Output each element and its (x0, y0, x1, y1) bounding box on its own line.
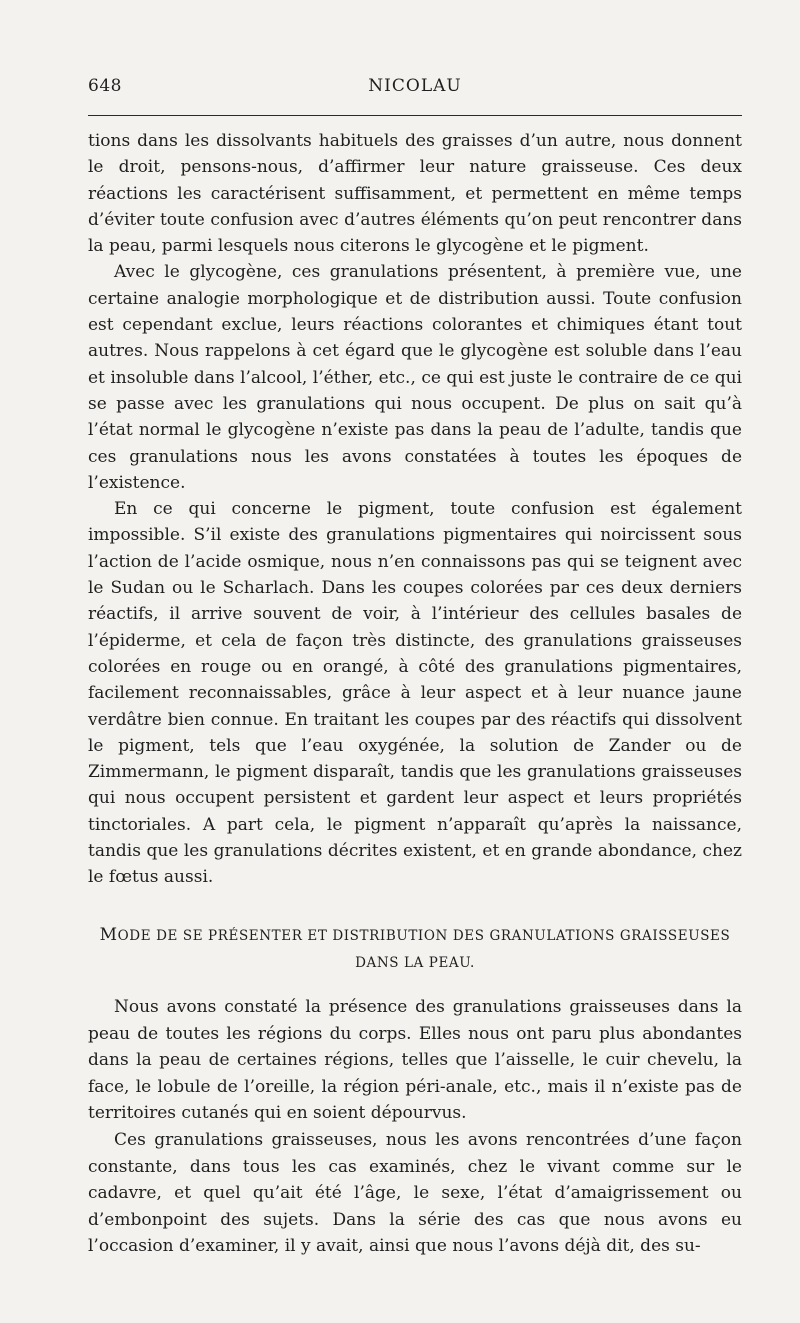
section-heading (88, 922, 742, 977)
section-heading-initial: M (99, 925, 118, 945)
paragraph: Ces granulations graisseuses, nous les avons rencontrées d’une façon constante, dans tous les cas examinés, chez le vivant comme sur le cadavre, et quel qu’ait été l’âge, le sexe, l’état d’amaigrissement ou d’embonpoint des sujets. Dans la série des cas que nous avons eu l’occasion d’examiner, il y avait, ainsi que nous l’avons déjà dit, des su- (88, 1129, 742, 1257)
page-number: 648 (88, 76, 122, 96)
paragraph: tions dans les dissolvants habituels des graisses d’un autre, nous donnent le droit, pensons-nous, d’affirmer leur nature graisseuse. Ces deux réactions les caractérisent suffisamment, et permettent en même temps d’éviter toute confusion avec d’autres éléments qu’on peut rencontrer dans la peau, parmi lesquels nous citerons le glycogène et le pigment. (88, 131, 742, 257)
body-text-top (88, 128, 742, 891)
section-heading-line-1 (88, 922, 742, 950)
running-title: NICOLAU (368, 76, 462, 96)
section-heading-line-2: DANS LA PEAU. (355, 955, 475, 971)
section-heading-rest: ODE DE SE PRÉSENTER ET DISTRIBUTION DES GRANULATIONS GRAISSEUSES (117, 928, 731, 944)
running-head (88, 76, 742, 100)
paragraph: En ce qui concerne le pigment, toute confusion est également impossible. S’il existe des granulations pigmentaires qui noircissent sous l’action de l’acide osmique, nous n’en connaissons pas qui se teignent avec le Sudan ou le Scharlach. Dans les coupes colorées par ces deux derniers réactifs, il arrive souvent de voir, à l’intérieur des cellules basales de l’épiderme, et cela de façon très distincte, des granulations graisseuses colorées en rouge ou en orangé, à côté des granulations pigmentaires, facilement reconnaissables, grâce à leur aspect et à leur nuance jaune verdâtre bien connue. En traitant les coupes par des réactifs qui dissolvent le pigment, tels que l’eau oxygénée, la solution de Zander ou de Zimmermann, le pigment disparaît, tandis que les granulations graisseuses qui nous occupent persistent et gardent leur aspect et leurs propriétés tinctoriales. A part cela, le pigment n’apparaît qu’après la naissance, tandis que les granulations décrites existent, et en grande abondance, chez le fœtus aussi. (88, 499, 742, 888)
paragraph: Nous avons constaté la présence des granulations graisseuses dans la peau de toutes les régions du corps. Elles nous ont paru plus abondantes dans la peau de certaines régions, telles que l’aisselle, le cuir chevelu, la face, le lobule de l’oreille, la région péri-anale, etc., mais il n’existe pas de territoires cutanés qui en soient dépourvus. (88, 997, 742, 1124)
body-text-bottom (88, 994, 742, 1260)
paragraph: Avec le glycogène, ces granulations présentent, à première vue, une certaine analogie morphologique et de distribution aussi. Toute confusion est cependant exclue, leurs réactions colorantes et chimiques étant tout autres. Nous rappelons à cet égard que le glycogène est soluble dans l’eau et insoluble dans l’alcool, l’éther, etc., ce qui est juste le contraire de ce qui se passe avec les granulations qui nous occupent. De plus on sait qu’à l’état normal le glycogène n’existe pas dans la peau de l’adulte, tandis que ces granulations nous les avons constatées à toutes les époques de l’existence. (88, 262, 742, 493)
header-rule (88, 115, 742, 116)
